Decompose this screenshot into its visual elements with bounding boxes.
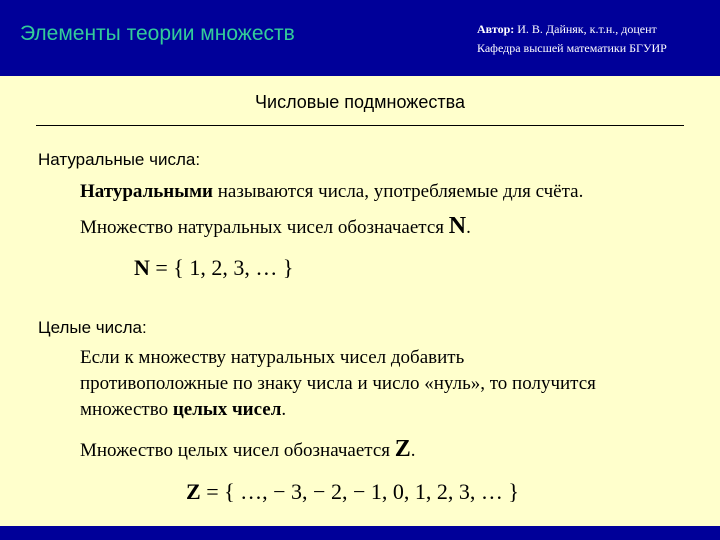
slide-subtitle: Числовые подмножества <box>255 92 465 112</box>
integers-line-3-end: . <box>281 399 287 420</box>
natural-formula-symbol: N <box>134 255 150 280</box>
natural-formula <box>134 255 293 281</box>
integers-notation-text: Множество целых чисел обозначается <box>80 440 395 461</box>
natural-symbol: N <box>448 213 467 239</box>
author-label: Автор: <box>477 22 515 36</box>
department: Кафедра высшей математики БГУИР <box>477 41 667 55</box>
integers-formula-set: = { …, − 3, − 2, − 1, 0, 1, 2, 3, … } <box>200 479 519 504</box>
author-name: И. В. Дайняк, к.т.н., доцент <box>517 22 657 36</box>
integers-term: целых чисел <box>172 399 282 420</box>
natural-definition <box>80 179 583 205</box>
natural-heading: Натуральные числа: <box>38 150 201 169</box>
natural-notation-end: . <box>466 217 471 238</box>
natural-formula-set: = { 1, 2, 3, … } <box>149 255 294 280</box>
natural-term: Натуральными <box>80 181 213 202</box>
integers-heading: Целые числа: <box>38 318 147 337</box>
integers-line-3-start: множество <box>80 399 173 420</box>
author-info <box>477 20 667 58</box>
natural-notation <box>80 213 471 241</box>
slide-deck-title: Элементы теории множеств <box>20 22 295 45</box>
integers-notation-end: . <box>410 440 416 461</box>
integers-line-2: противоположные по знаку числа и число «нуль», то получится <box>80 373 596 394</box>
header-bar <box>0 0 720 76</box>
footer-bar <box>0 526 720 540</box>
integers-symbol: Z <box>394 436 411 462</box>
integers-definition <box>80 345 596 423</box>
integers-formula <box>186 479 519 505</box>
natural-definition-rest: называются числа, употребляемые для счёта. <box>212 181 584 202</box>
divider <box>36 125 684 126</box>
integers-notation <box>80 436 416 464</box>
natural-notation-text: Множество натуральных чисел обозначается <box>80 217 449 238</box>
integers-line-1: Если к множеству натуральных чисел добавить <box>80 347 465 368</box>
integers-line-3 <box>80 397 596 423</box>
integers-formula-symbol: Z <box>186 479 201 504</box>
